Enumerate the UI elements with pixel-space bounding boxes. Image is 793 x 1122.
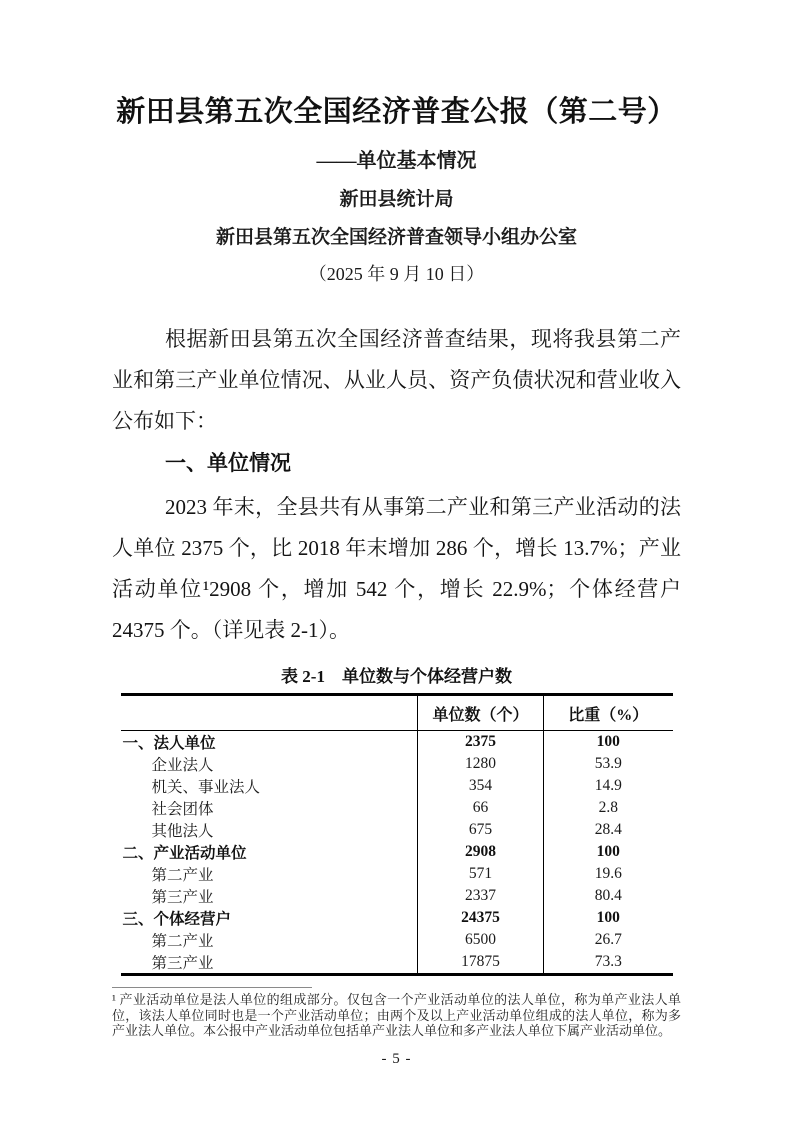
section-heading-units: 一、单位情况 xyxy=(165,452,291,475)
row-label: 其他法人 xyxy=(151,823,214,840)
footnote-separator xyxy=(112,987,312,988)
row-share: 53.9 xyxy=(544,753,673,775)
row-unit-count: 66 xyxy=(418,797,544,819)
row-label: 机关、事业法人 xyxy=(151,779,261,796)
table-row xyxy=(121,797,673,819)
column-header-empty xyxy=(121,695,418,731)
table-title: 表 2-1 单位数与个体经营户数 xyxy=(281,667,512,686)
table-row xyxy=(121,775,673,797)
page-number: - 5 - xyxy=(381,1050,412,1067)
column-header-unit-count: 单位数（个） xyxy=(418,695,544,731)
row-share: 100 xyxy=(544,731,673,754)
row-label: 第二产业 xyxy=(151,933,214,950)
row-share: 26.7 xyxy=(544,929,673,951)
row-label: 社会团体 xyxy=(151,801,214,818)
row-unit-count: 24375 xyxy=(418,907,544,929)
table-row xyxy=(121,907,673,929)
publish-date: （2025 年 9 月 10 日） xyxy=(308,264,485,284)
row-unit-count: 571 xyxy=(418,863,544,885)
issuing-org-statistics-bureau: 新田县统计局 xyxy=(339,189,454,210)
issuing-org-census-office: 新田县第五次全国经济普查领导小组办公室 xyxy=(215,227,577,248)
column-header-share: 比重（%） xyxy=(544,695,673,731)
row-unit-count: 2375 xyxy=(418,731,544,754)
table-row xyxy=(121,819,673,841)
row-unit-count: 2908 xyxy=(418,841,544,863)
section-paragraph: 2023 年末，全县共有从事第二产业和第三产业活动的法人单位 2375 个，比 2018 年末增加 286 个，增长 13.7%；产业活动单位¹2908 个，增加 542 个，增长 22.9%；个体经营户 24375 个。（详见表 2-1）。 xyxy=(112,495,681,642)
row-label: 三、个体经营户 xyxy=(122,911,232,928)
row-unit-count: 17875 xyxy=(418,951,544,975)
row-unit-count: 6500 xyxy=(418,929,544,951)
row-label: 第三产业 xyxy=(151,955,214,972)
table-row xyxy=(121,841,673,863)
table-row xyxy=(121,885,673,907)
table-row xyxy=(121,753,673,775)
row-share: 14.9 xyxy=(544,775,673,797)
row-label: 一、法人单位 xyxy=(122,735,216,752)
document-title: 新田县第五次全国经济普查公报（第二号） xyxy=(116,96,677,128)
row-share: 19.6 xyxy=(544,863,673,885)
row-share: 100 xyxy=(544,841,673,863)
row-share: 100 xyxy=(544,907,673,929)
row-share: 28.4 xyxy=(544,819,673,841)
row-label: 企业法人 xyxy=(151,757,214,774)
units-count-table xyxy=(121,693,673,976)
row-unit-count: 1280 xyxy=(418,753,544,775)
footnote-text: ¹ 产业活动单位是法人单位的组成部分。仅包含一个产业活动单位的法人单位，称为单产业法人单位，该法人单位同时也是一个产业活动单位；由两个及以上产业活动单位组成的法人单位，称为多产业法人单位。本公报中产业活动单位包括单产业法人单位和多产业法人单位下属产业活动单位。 xyxy=(112,992,681,1038)
table-row xyxy=(121,863,673,885)
row-unit-count: 354 xyxy=(418,775,544,797)
row-label: 二、产业活动单位 xyxy=(122,845,247,862)
table-row xyxy=(121,951,673,975)
row-share: 80.4 xyxy=(544,885,673,907)
row-share: 2.8 xyxy=(544,797,673,819)
row-unit-count: 2337 xyxy=(418,885,544,907)
intro-paragraph: 根据新田县第五次全国经济普查结果，现将我县第二产业和第三产业单位情况、从业人员、资产负债状况和营业收入公布如下： xyxy=(112,327,681,433)
row-share: 73.3 xyxy=(544,951,673,975)
table-row xyxy=(121,929,673,951)
table-header-row xyxy=(121,695,673,731)
row-label: 第二产业 xyxy=(151,867,214,884)
row-label: 第三产业 xyxy=(151,889,214,906)
row-unit-count: 675 xyxy=(418,819,544,841)
table-row xyxy=(121,731,673,754)
document-subtitle: ——单位基本情况 xyxy=(316,150,477,172)
